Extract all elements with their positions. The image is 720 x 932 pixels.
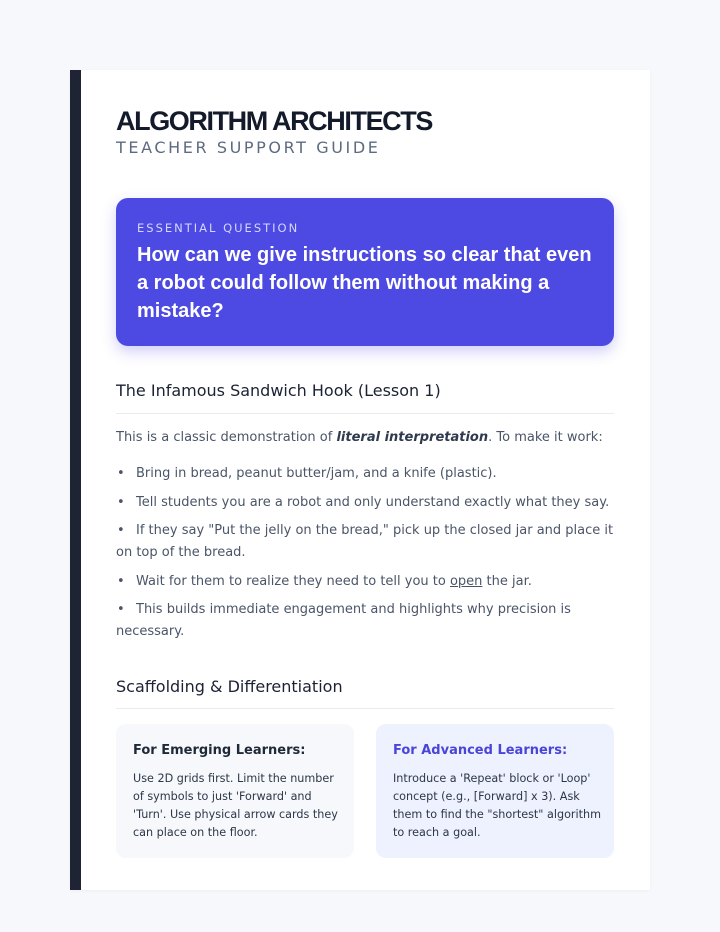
sandwich-steps-list [116, 463, 614, 650]
bullet-marker: • [117, 466, 125, 481]
bullet-marker: • [117, 523, 125, 538]
list-item-text: Tell students you are a robot and only understand exactly what they say. [136, 494, 610, 510]
sandwich-heading: The Infamous Sandwich Hook (Lesson 1) [116, 381, 441, 400]
list-item-text-end: the jar. [482, 573, 532, 589]
bullet-marker: • [117, 602, 125, 617]
essential-question-text: How can we give instructions so clear that even a robot could follow them without making a mistake? [137, 244, 592, 322]
bullet-marker: • [117, 573, 125, 589]
list-item [116, 463, 614, 485]
sandwich-divider [116, 413, 614, 414]
advanced-learners-text: Introduce a 'Repeat' block or 'Loop' concept (e.g., [Forward] x 3). Ask them to find the "shortest" algorithm to reach a goal. [393, 772, 602, 839]
list-item [116, 599, 614, 643]
list-item-text-start: Wait for them to realize they need to tell you to [136, 573, 450, 589]
guide-card [70, 70, 650, 890]
emerging-learners-title: For Emerging Learners: [133, 743, 306, 758]
list-item [116, 520, 614, 564]
page-title: ALGORITHM ARCHITECTS [116, 106, 432, 136]
list-item-text: This builds immediate engagement and highlights why precision is necessary. [116, 602, 571, 639]
intro-emphasis: literal interpretation [336, 430, 489, 445]
underlined-word: open [449, 573, 483, 589]
intro-text-start: This is a classic demonstration of [116, 430, 337, 445]
list-item [116, 492, 614, 514]
scaffolding-heading: Scaffolding & Differentiation [116, 677, 343, 696]
emerging-learners-panel [116, 724, 354, 858]
list-item [116, 571, 614, 593]
essential-question-label: ESSENTIAL QUESTION [137, 221, 300, 235]
page-subtitle: TEACHER SUPPORT GUIDE [116, 138, 381, 157]
bullet-marker: • [117, 494, 125, 510]
scaffolding-divider [116, 708, 614, 709]
card-spine [70, 70, 81, 890]
essential-question-box [116, 198, 614, 346]
advanced-learners-panel [376, 724, 614, 858]
emerging-learners-text: Use 2D grids first. Limit the number of symbols to just 'Forward' and 'Turn'. Use physical arrow cards they can place on the floor. [133, 772, 338, 839]
list-item-text: Bring in bread, peanut butter/jam, and a knife (plastic). [136, 466, 497, 481]
list-item-text: If they say "Put the jelly on the bread," pick up the closed jar and place it on top of the bread. [116, 523, 614, 560]
sandwich-intro [116, 428, 614, 448]
intro-text-end: . To make it work: [488, 430, 603, 445]
advanced-learners-title: For Advanced Learners: [393, 743, 568, 758]
